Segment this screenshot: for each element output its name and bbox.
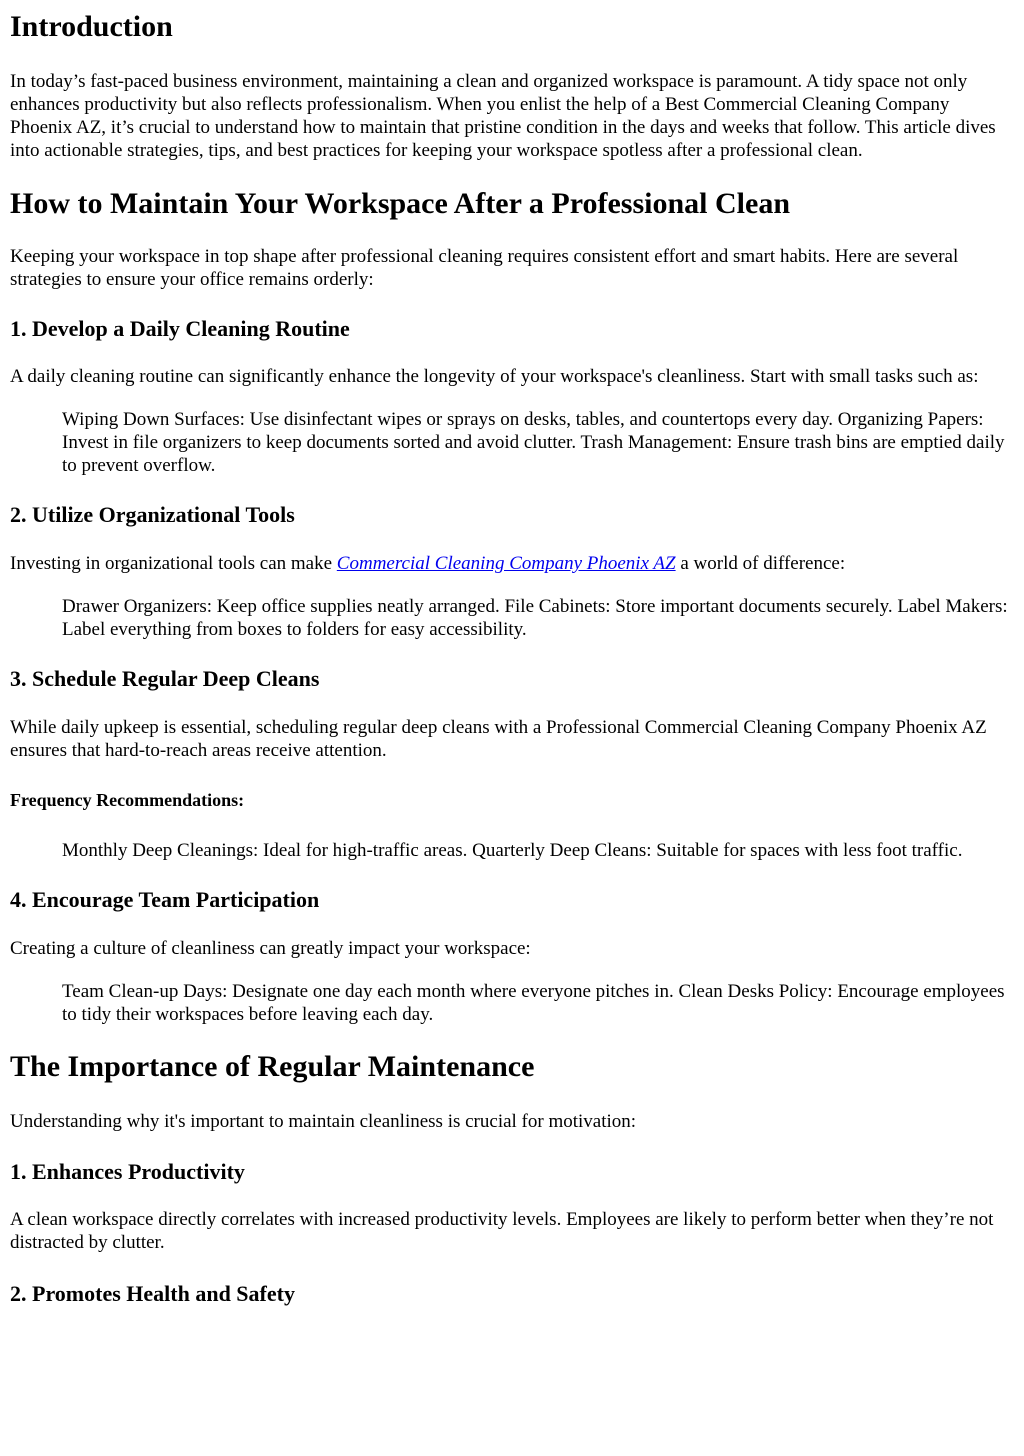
importance-heading: The Importance of Regular Maintenance (10, 1050, 535, 1083)
section-heading-daily-routine: 1. Develop a Daily Cleaning Routine (10, 316, 350, 341)
article (0, 10, 1024, 1307)
daily-routine-paragraph: A daily cleaning routine can significantly enhance the longevity of your workspace's cleanliness. Start with small tasks such as: (10, 366, 979, 387)
section-heading-team-participation: 4. Encourage Team Participation (10, 887, 320, 912)
team-participation-list: Team Clean-up Days: Designate one day each month where everyone pitches in. Clean Desks Policy: Encourage employees to tidy their workspaces before leaving each day. (62, 981, 1005, 1025)
maintain-heading: How to Maintain Your Workspace After a Professional Clean (10, 187, 790, 220)
section-heading-productivity: 1. Enhances Productivity (10, 1159, 245, 1184)
importance-paragraph: Understanding why it's important to maintain cleanliness is crucial for motivation: (10, 1111, 637, 1132)
section-heading-deep-cleans: 3. Schedule Regular Deep Cleans (10, 666, 320, 691)
organizational-tools-list: Drawer Organizers: Keep office supplies neatly arranged. File Cabinets: Store important documents securely. Label Makers: Label everything from boxes to folders for easy accessibility. (62, 596, 1008, 640)
frequency-heading: Frequency Recommendations: (10, 790, 245, 810)
productivity-paragraph: A clean workspace directly correlates with increased productivity levels. Employees are likely to perform better when they’re not distracted by clutter. (10, 1209, 994, 1253)
intro-paragraph: In today’s fast-paced business environment, maintaining a clean and organized workspace is paramount. A tidy space not only enhances productivity but also reflects professionalism. When you enlist the help of a Best Commercial Cleaning Company Phoenix AZ, it’s crucial to understand how to maintain that pristine condition in the days and weeks that follow. This article dives into actionable strategies, tips, and best practices for keeping your workspace spotless after a professional clean. (10, 71, 996, 161)
commercial-cleaning-link[interactable]: Commercial Cleaning Company Phoenix AZ (336, 553, 676, 574)
maintain-paragraph: Keeping your workspace in top shape after professional cleaning requires consistent effort and smart habits. Here are several strategies to ensure your office remains orderly: (10, 246, 959, 290)
organizational-tools-paragraph (10, 552, 1014, 575)
section-heading-health-safety: 2. Promotes Health and Safety (10, 1281, 295, 1306)
section-heading-organizational-tools: 2. Utilize Organizational Tools (10, 502, 295, 527)
intro-heading: Introduction (10, 10, 173, 43)
deep-cleans-paragraph: While daily upkeep is essential, scheduling regular deep cleans with a Professional Commercial Cleaning Company Phoenix AZ ensures that hard-to-reach areas receive attention. (10, 717, 987, 761)
daily-routine-list: Wiping Down Surfaces: Use disinfectant wipes or sprays on desks, tables, and countertops every day. Organizing Papers: Invest in file organizers to keep documents sorted and avoid clutter. Trash Management: Ensure trash bins are emptied daily to prevent overflow. (62, 409, 1005, 476)
organizational-tools-text-before: Investing in organizational tools can make (10, 553, 337, 574)
frequency-list: Monthly Deep Cleanings: Ideal for high-traffic areas. Quarterly Deep Cleans: Suitable for spaces with less foot traffic. (62, 840, 963, 861)
organizational-tools-text-after: a world of difference: (675, 553, 846, 574)
team-participation-paragraph: Creating a culture of cleanliness can greatly impact your workspace: (10, 938, 531, 959)
